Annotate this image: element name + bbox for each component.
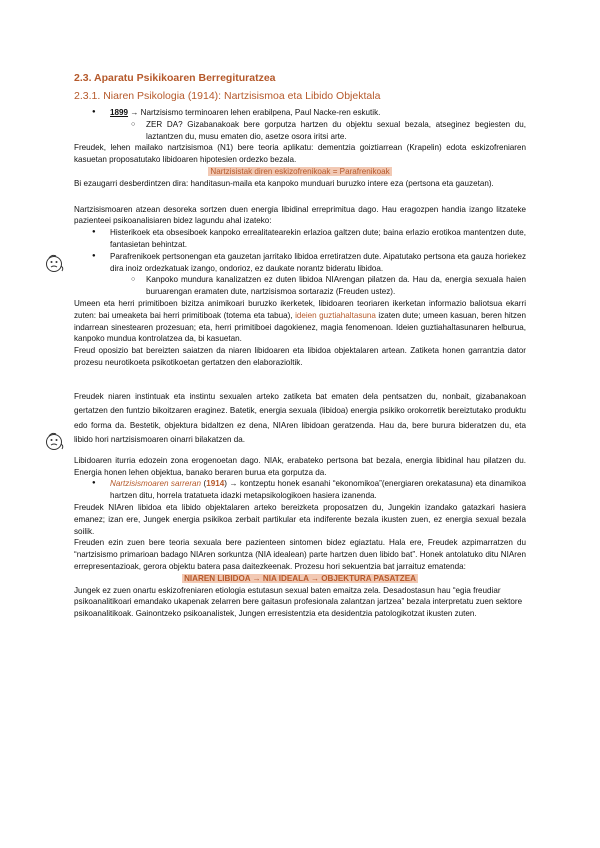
subsection-title: 2.3.1. Niaren Psikologia (1914): Nartzisismoa eta Libido Objektala bbox=[74, 90, 381, 102]
paragraph-herri-primitiboak-b: izaten dute; umeen kasuan, beren hitzen indarrean sinestearen prozesuan; eta, herri primitiboei dagokienez, magia fenomenoan. Ideien guztiahaltasunaren helburua, kanpoko mundua kontrolatzea da, bi kasuetan. bbox=[74, 310, 526, 344]
paragraph-ezaugarriak: Bi ezaugarri desberdintzen dira: handitasun-maila eta kanpoko munduari buruzko intere eza (pertsona eta gauzetan). bbox=[74, 178, 494, 188]
paragraph-oposizioa: Freud oposizio bat bereizten saiatzen da niaren libidoaren eta libidoa objektalaren artean. Zatiketa honen garrantzia dator prozesu neurotikoeta psikotikoetan gertatzen den elaborazioltik. bbox=[74, 346, 526, 367]
highlight-parafrenikoak: Nartzisistak diren eskizofrenikoak = Parafrenikoak bbox=[210, 166, 390, 176]
sub-bullet-kanpoko-mundua: ○ Kanpoko mundura kanalizatzen ez duten libidoa NIArengan pilatzen da. Hau da, energia sexuala haien buruarengan eramaten dute, nartzisismoa sortaraziz (Freuden ustez). bbox=[74, 274, 526, 298]
paragraph-jung-eskizofrenia: Jungek ez zuen onartu eskizofreniaren etiologia estutasun sexual baten emaitza zela. Desadostasun hau “egia freudiar psikoanalitikoari emandako ukapenak zelarren bere gaitasun profesionala zalantzan jartzea” bezala interpretatu zuen sektore psikoanalitikoak. Gainontzeko psikoanalistek, Jungen erresistentzia eta desidentzia patologikotzat ikusten zuten. bbox=[74, 585, 523, 619]
bullet-nartzisismoaren-sarreran: ● Nartzisismoaren sarreran (1914) → kontzeptu honek esanahi “ekonomikoa”(energiaren orekatasuna) eta dinamikoa hartzen ditu, horrela tratatueta idazki metapsikologikoen hasiera izanenda. bbox=[74, 478, 526, 502]
bullet-list-1 bbox=[74, 107, 526, 142]
bullet-parafrenikoak: ● Parafrenikoek pertsonengan eta gauzetan jarritako libidoa erretiratzen dute. Aipatutako pertsona eta gauza horiekez dira inoiz ordezkatuak izango, ondorioz, ez daukate norantz bideratu libidoa. bbox=[74, 251, 526, 275]
bullet-histerikoak: ● Histerikoek eta obsesiboek kanpoko errealitatearekin erlazioa galtzen dute; baina erlazio erotikoa mantentzen dute, fantasietan behintzat. bbox=[74, 227, 526, 251]
thinking-face-icon-1 bbox=[44, 254, 66, 274]
sequence-line bbox=[74, 573, 526, 585]
ideien-guztiahaltasuna: ideien guztiahaltasuna bbox=[295, 310, 376, 320]
section-title: 2.3. Aparatu Psikikoaren Berregituratzea bbox=[74, 72, 276, 84]
paragraph-herri-primitiboak-a: Umeen eta herri primitiboen bizitza animikoari buruzko ikerketek, libidoaren teoriaren ikerketan informazio baliotsua ekarri zuten: bai umeaketa bai herri primitiboak (totema eta tabua), bbox=[74, 298, 526, 320]
sub-bullet-zer-da: ○ ZER DA? Gizabanakoak bere gorputza hartzen du objektu sexual bezala, atseginez begiesten du, laztantzen du, musu ematen dio, asetze osora iritsi arte. bbox=[74, 119, 526, 143]
paragraph-jung-gatazka: Freudek NIAren libidoa eta libido objektalaren arteko bereizketa proposatzen du, Jungekin izandako gatazkari hasiera emanez; izan ere, Jungek energia psikikoa zerbait partikular eta indiferente bezala ikusten zuen, ez energia sexual bezala soilik. bbox=[74, 502, 526, 536]
bullet-1914-text: → kontzeptu honek esanahi “ekonomikoa”(energiaren orekatasuna) eta dinamikoa hartzen ditu, horrela tratatueta idazki metapsikologikoen hasiera izanenda. bbox=[110, 479, 527, 501]
paragraph-instintuak: Freudek niaren instintuak eta instintu sexualen arteko zatiketa bat ematen dela pentsatzen du, nonbait, gizabanakoan gertatzen den funtzio bikoitzaren eraginez. Batetik, energia sexuala (libidoa) energia psikiko orokorretik bereiztutako produktu edo forma da. Bestetik, objektura bidaltzen ez dena, NIAren libidoan geratzenda. Hau da, bere burura bideratzen du, eta libido hori nartzisismoaren oinarri bilakatzen da. bbox=[74, 391, 526, 445]
year-1914: 1914 bbox=[206, 479, 225, 489]
paragraph-freud-n1: Freudek, lehen mailako nartzisismoa (N1) bere teoria aplikatu: dementzia goiztiarrean (Krapelin) edota eskizofreniaren kasuetan proposatutako libidoaren hipotesien ordezko bezala. bbox=[74, 143, 526, 165]
paragraph-nartzisismo-primarioa: Freuden ezin zuen bere teoria sexuala bere pazienteen sintomen bidez egiaztatu. Hala ere, Freudek azpimarratzen du “nartzisismo primarioan badago NIAren sorkuntza (NIA idealean) parte hartzen duen libido bat”. Honek antolatuko ditu NIAren errepresentazioak, gerora objektu batera pasa daitezkeenak. Prozesu hori sekuentzia bat jarraituz ematenda: bbox=[74, 538, 526, 571]
paragraph-herri-primitiboak bbox=[74, 298, 526, 345]
paragraph-desoreka: Nartzisismoaren atzean desoreka sortzen duen energia libidinal erreprimitua dago. Hau eragozpen handia izango litzateke pazienteei psikoanalisiaren bidez lagundu ahal izateko: bbox=[74, 204, 526, 226]
bullet-1899-text: → Nartzisismo terminoaren lehen erabilpena, Paul Nacke-ren eskutik. bbox=[128, 108, 381, 117]
bullet-1899 bbox=[74, 107, 526, 119]
highlight-parafrenikoak-line bbox=[74, 166, 526, 178]
nartzisismoaren-sarreran: Nartzisismoaren sarreran bbox=[110, 479, 202, 489]
year-1899: 1899 bbox=[110, 108, 129, 117]
thinking-face-icon-2 bbox=[44, 432, 66, 452]
bullet-list-2 bbox=[74, 227, 526, 298]
bullet-list-3 bbox=[74, 478, 526, 502]
paragraph-libido-iturria: Libidoaren iturria edozein zona erogenoetan dago. NIAk, erabateko pertsona bat bezala, energia libidinal hau pilatzen du. Energia honen lehen objektua, banako beraren burua eta gorputza da. bbox=[74, 455, 526, 477]
sequence-highlight: NIAREN LIBIDOA → NIA IDEALA → OBJEKTURA PASATZEA bbox=[184, 573, 416, 583]
document-page bbox=[74, 72, 526, 620]
